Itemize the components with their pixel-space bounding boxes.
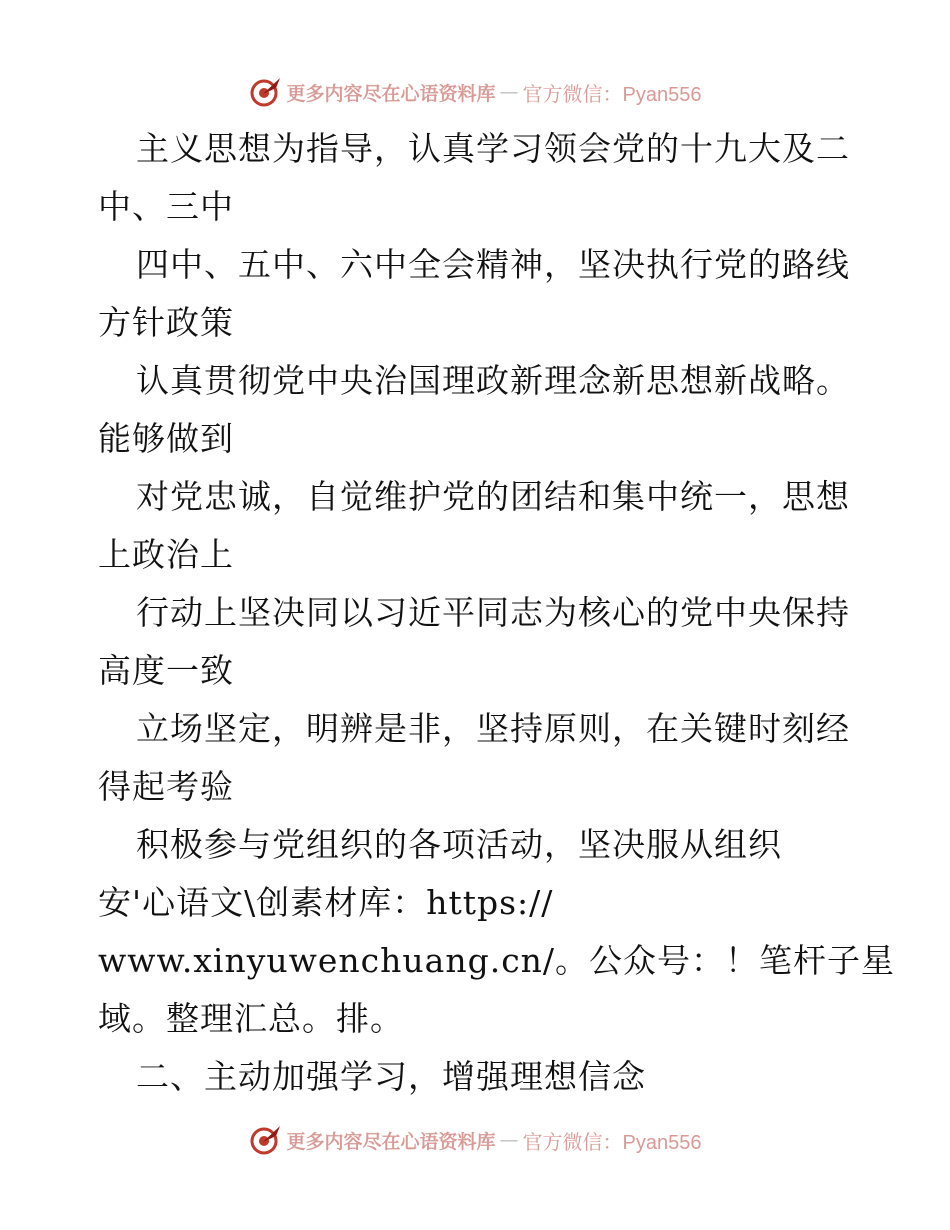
body-line: 上政治上 [98,535,234,574]
body-line: 方针政策 [98,303,234,342]
body-line: 得起考验 [98,767,234,806]
watermark-account-text: 官方微信：Pyan556 [522,83,702,106]
watermark-separator: — [499,81,519,103]
watermark-separator: — [499,1129,519,1151]
body-line: 积极参与党组织的各项活动，坚决服从组织 [136,825,782,864]
body-line: 立场坚定，明辨是非，坚持原则，在关键时刻经 [136,709,850,748]
body-line: 行动上坚决同以习近平同志为核心的党中央保持 [136,593,850,632]
body-line: 中、三中 [98,187,234,226]
watermark-site-text: 更多内容尽在心语资料库 [286,1130,496,1153]
header-watermark [0,72,950,112]
footer-watermark [0,1120,950,1160]
watermark-account-text: 官方微信：Pyan556 [522,1131,702,1154]
quill-logo-icon [249,1123,283,1157]
watermark-site-text: 更多内容尽在心语资料库 [286,82,496,105]
section-heading: 二、主动加强学习，增强理想信念 [136,1057,646,1096]
body-line: www.xinyuwenchuang.cn/。公众号：！笔杆子星 [98,941,896,980]
body-line: 安'心语文\创素材库：https:// [98,883,554,922]
quill-logo-icon [249,75,283,109]
body-line: 域。整理汇总。排。 [98,999,404,1038]
body-line: 高度一致 [98,651,234,690]
body-line: 能够做到 [98,419,234,458]
body-line: 主义思想为指导，认真学习领会党的十九大及二 [136,129,850,168]
document-body [98,120,896,1106]
body-line: 认真贯彻党中央治国理政新理念新思想新战略。 [136,361,850,400]
body-line: 对党忠诚，自觉维护党的团结和集中统一，思想 [136,477,850,516]
body-line: 四中、五中、六中全会精神，坚决执行党的路线 [136,245,850,284]
